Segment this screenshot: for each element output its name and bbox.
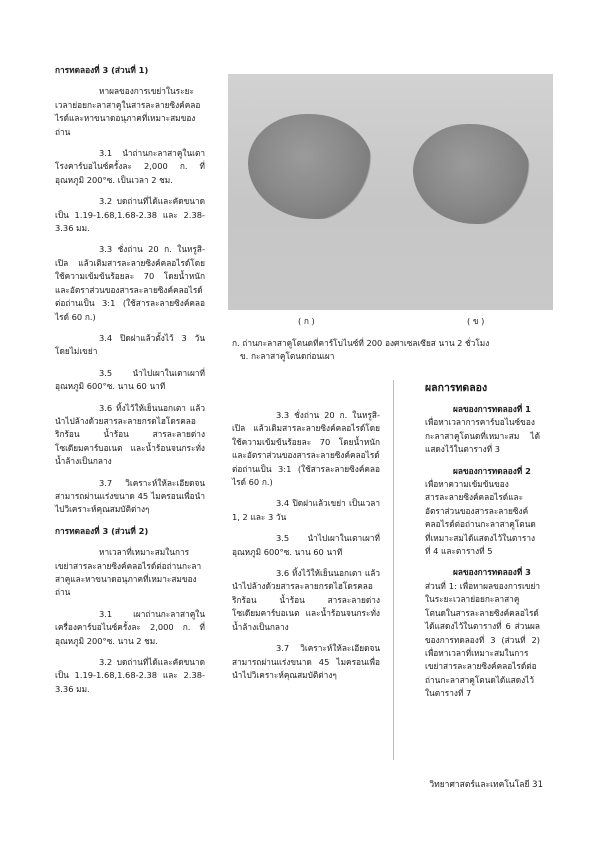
result-heading-2: ผลของการทดลองที่ 2 [453, 465, 531, 476]
caption-line-b: ข. กะลาสาคูโตนดก่อนเผา [240, 351, 335, 362]
result-heading-1: ผลของการทดลองที่ 1 [453, 404, 531, 414]
result-heading-3: ผลของการทดลองที่ 3 [453, 567, 531, 578]
paragraph: 3.4 ปิดฝาแล้วเขย่า เป็นเวลา 1, 2 และ 3 วัน [232, 498, 380, 522]
section-title-results: ผลการทดลอง [425, 382, 488, 394]
figure-caption [232, 337, 560, 364]
paragraph: 3.1 นำถ่านกะลาสาคูในเตาโรงคาร์บอไนซ์ครั้งละ 2,000 ก. ที่อุณหภูมิ 200°ซ. เป็นเวลา 2 ชม. [55, 148, 205, 185]
heading-exp3-part2: การทดลองที่ 3 (ส่วนที่ 2) [55, 525, 149, 536]
paragraph: 3.2 บดถ่านที่ได้และคัดขนาดเป็น 1.19-1.68,1.68-2.38 และ 2.38-3.36 มม. [55, 196, 205, 234]
caption-line-a: ก. ถ่านกะลาสาคูโตนดที่คาร์โบไนซ์ที่ 200 องศาเซลเซียส นาน 2 ชั่วโมง [232, 338, 490, 348]
result-text-3: ส่วนที่ 1: เพื่อหาผลของการเขย่าในระยะเวลาย่อยกะลาสาคูโตนดในสารละลายซิงค์คลอไรด์ ได้แสดงไว้ในตารางที่ 6 ส่วนผลของการทดลองที่ 3 (ส่วนที่ 2) เพื่อหาเวลาที่เหมาะสมในการเขย่าสารละลายซิงค์คลอไรด์ต่อถ่านกะลาสาคูโตนดได้แสดงไว้ในตารางที่ 7 [425, 580, 540, 699]
paragraph: 3.2 บดถ่านที่ได้และคัดขนาดเป็น 1.19-1.68,1.68-2.38 และ 2.38-3.36 มม. [55, 657, 205, 694]
figure-label-a: ( ก ) [298, 316, 315, 326]
paragraph: หาผลของการเขย่าในระยะเวลาย่อยกะลาสาคูในสารละลายซิงค์คลอไรด์และหาขนาดอนุภาคที่เหมาะสมของถ่าน [55, 86, 201, 137]
left-column [55, 64, 205, 696]
paragraph: หาเวลาที่เหมาะสมในการเขย่าสารละลายซิงค์คลอไรด์ต่อถ่านกะลาสาคูและหาขนาดอนุภาคที่เหมาะสมของถ่าน [55, 547, 202, 598]
paragraph: 3.7 วิเคราะห์ให้ละเอียดจนสามารถผ่านแร่งขนาด 45 ไมครอนเพื่อนำไปวิเคราะห์คุณสมบัติต่างๆ [55, 477, 205, 515]
figure-label-b: ( ข ) [467, 316, 485, 326]
paragraph: 3.3 ชั่งถ่าน 20 ก. ในหรูสิ-เปิล แล้วเติมสารละลายซิงค์คลอไรด์โดยใช้ความเข้มข้นร้อยละ 70 โดยน้ำหนัก และอัตราส่วนของสารละลายซิงค์คลอไรด์ต่อถ่านเป็น 3:1 (ใช้สารละลายซิงค์คลอไรด์ 60 ก.) [232, 410, 380, 488]
paragraph: 3.7 วิเคราะห์ให้ละเอียดจนสามารถผ่านแร่งขนาด 45 ไมครอนเพื่อนำไปวิเคราะห์คุณสมบัติต่างๆ [232, 643, 380, 680]
result-text-1: เพื่อหาเวลาการคาร์บอไนซ์ของกะลาสาคูโตนดที่เหมาะสม ได้แสดงไว้ในตารางที่ 3 [425, 417, 540, 455]
heading-exp3-part1: การทดลองที่ 3 (ส่วนที่ 1) [55, 65, 149, 75]
column-divider [393, 380, 394, 760]
result-text-2: เพื่อหาความเข้มข้นของสารละลายซิงค์คลอไรด์และอัตราส่วนของสารละลายซิงค์คลอไรด์ต่อถ่านกะลาสาคูโตนด ที่เหมาะสมได้แสดงไว้ในตารางที่ 4 และตารางที่ 5 [425, 479, 536, 557]
paragraph: 3.6 ทิ้งไว้ให้เย็นนอกเตา แล้วนำไปล้างด้วยสารละลายกรดไฮโดรคลอริกร้อน น้ำร้อน สารละลายด่างโซเดียมคาร์บอเนต และน้ำร้อนจนกระทั่งน้ำล้างเป็นกลาง [55, 402, 205, 467]
page-footer: วิทยาศาสตร์และเทคโนโลยี 31 [429, 780, 543, 790]
shell-pile-b [413, 124, 531, 224]
paragraph: 3.3 ชั่งถ่าน 20 ก. ในหรูสิ-เปิล แล้วเติมสารละลายซิงค์คลอไรด์โดยใช้ความเข้มข้นร้อยละ 70 โดยน้ำหนัก และอัตราส่วนของสารละลายซิงค์คลอไรด์ต่อถ่านเป็น 3:1 (ใช้สารละลายซิงค์คลอไรด์ 60 ก.) [55, 244, 205, 322]
figure-photo [228, 74, 553, 310]
paragraph: 3.5 นำไปเผาในเตาเผาที่อุณหภูมิ 600°ซ. นาน 60 นาที [232, 533, 380, 557]
paragraph: 3.5 นำไปเผาในเตาเผาที่อุณหภูมิ 600°ซ. นาน 60 นาที [55, 367, 205, 392]
paragraph: 3.6 ทิ้งไว้ให้เย็นนอกเตา แล้วนำไปล้างด้วยสารละลายกรดไฮโดรคลอริกร้อน น้ำร้อน สารละลายด่างโซเดียมคาร์บอเนต และน้ำร้อนจนกระทั่งน้ำล้างเป็นกลาง [232, 568, 380, 632]
middle-column [232, 409, 380, 682]
paragraph: 3.4 ปิดฝาแล้วตั้งไว้ 3 วัน โดยไม่เขย่า [55, 332, 205, 357]
right-column [425, 381, 540, 701]
charcoal-pile-a [248, 114, 373, 219]
paragraph: 3.1 เผาถ่านกะลาสาคูในเครื่องคาร์บอไนซ์ครั้งละ 2,000 ก. ที่อุณหภูมิ 200°ซ. นาน 2 ชม. [55, 608, 205, 646]
